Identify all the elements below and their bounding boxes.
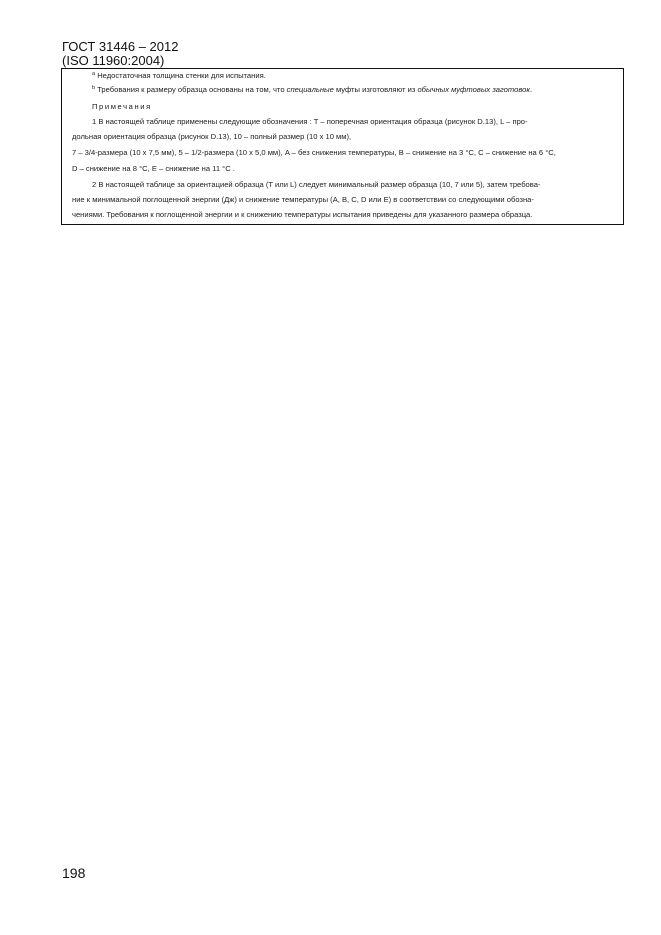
notes-heading: Примечания [92,102,152,111]
footnote-a-text: Недостаточная толщина стенки для испытания. [97,71,266,80]
footnote-b-emphasis-1: специальные [286,85,334,94]
note-2-line-3: чениями. Требования к поглощенной энергии и к снижению температуры испытания приведены для указанного размера образца. [72,210,533,219]
note-1-line-4: D – снижение на 8 °C, E – снижение на 11 °C . [72,164,235,173]
footnote-b-emphasis-2: обычных муфтовых заготовок [417,85,530,94]
footnote-a-mark: a [92,71,96,77]
iso-reference: (ISO 11960:2004) [62,53,165,68]
table-notes-box [61,68,624,225]
footnote-b-mark: b [92,85,96,91]
document-header [62,40,178,68]
footnote-b-text-2: муфты изготовляют из [333,85,418,94]
page-number: 198 [62,865,86,881]
footnote-b-text-1: Требования к размеру образца основаны на том, что [97,85,287,94]
note-1-line-3: 7 – 3/4-размера (10 x 7,5 мм), 5 – 1/2-размера (10 x 5,0 мм), A – без снижения температуры, B – снижение на 3 °C, C – снижение на 6 °C, [72,148,556,157]
footnote-b [92,85,532,94]
footnote-a [92,71,266,80]
note-2-line-2: ние к минимальной поглощенной энергии (Дж) и снижение температуры (A, B, C, D или E) в соответствии со следующими обозна- [72,195,534,204]
footnote-b-text-3: . [529,85,533,94]
standard-number: ГОСТ 31446 – 2012 [62,39,179,54]
note-1-line-2: дольная ориентация образца (рисунок D.13), 10 – полный размер (10 x 10 мм), [72,132,352,141]
note-1-line-1: 1 В настоящей таблице применены следующие обозначения : T – поперечная ориентация образца (рисунок D.13), L – про- [92,117,528,126]
note-2-line-1: 2 В настоящей таблице за ориентацией образца (T или L) следует минимальный размер образца (10, 7 или 5), затем требова- [92,180,541,189]
